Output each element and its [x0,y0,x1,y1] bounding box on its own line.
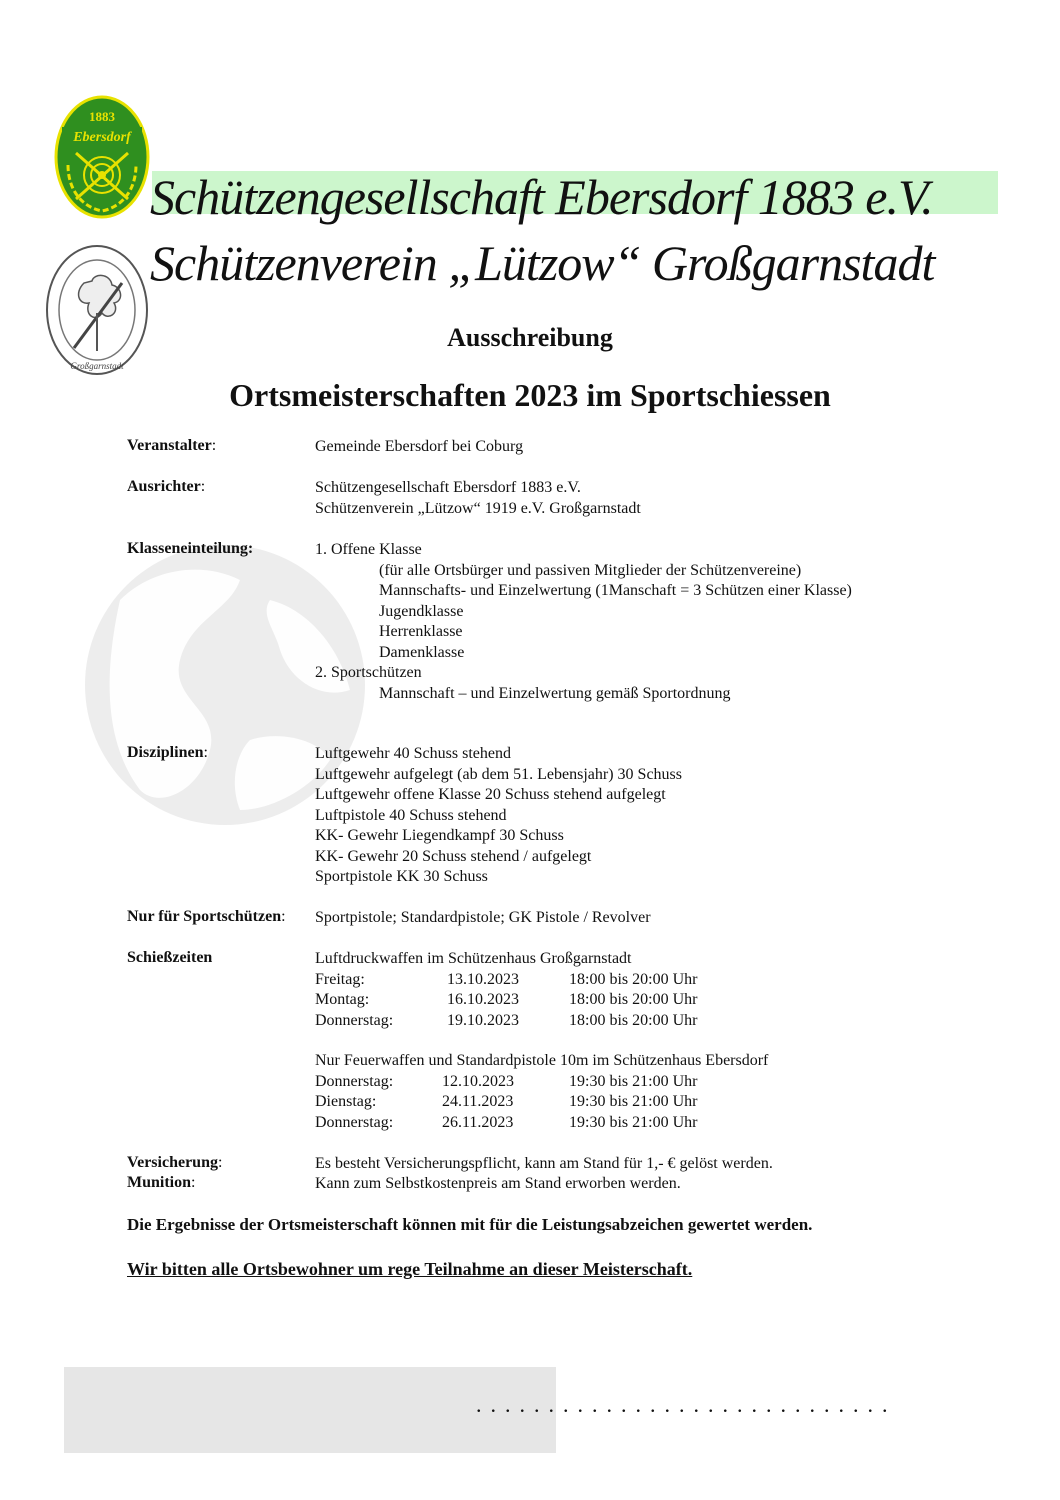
value-klasseneinteilung: 1. Offene Klasse (für alle Ortsbürger und passiven Mitglieder der Schützenvereine) Mannschafts- und Einzelwertung (1Manschaft = 3 Schützen einer Klasse) Jugendklasse Herrenklasse Damenklasse 2. Sportschützen Mannschaft – und Einzelwertung gemäß Sportordnung [315,541,852,702]
label-nur-fuer-sportschuetzen: Nur für Sportschützen: [127,908,286,925]
label-versicherung: Versicherung: [127,1154,223,1171]
logo-name: Ebersdorf [73,130,131,145]
document-subtitle: Ortsmeisterschaften 2023 im Sportschiessen [229,377,831,413]
label-klasseneinteilung: Klasseneinteilung: [127,540,254,557]
note-ergebnisse: Die Ergebnisse der Ortsmeisterschaft können mit für die Leistungsabzeichen gewertet werden. [127,1215,813,1234]
svg-text:Großgarnstadt: Großgarnstadt [70,361,124,371]
value-disziplinen: Luftgewehr 40 Schuss stehend Luftgewehr aufgelegt (ab dem 51. Lebensjahr) 30 Schuss Luftgewehr offene Klasse 20 Schuss stehend aufgelegt Luftpistole 40 Schuss stehend KK- Gewehr Liegendkampf 30 Schuss KK- Gewehr 20 Schuss stehend / aufgelegt Sportpistole KK 30 Schuss [315,745,682,885]
schedule-block-1: Luftdruckwaffen im Schützenhaus Großgarnstadt Freitag: 13.10.2023 18:00 bis 20:00 Uhr Montag: 16.10.2023 18:00 bis 20:00 Uhr Donnerstag: 19.10.2023 18:00 bis 20:00 Uhr [315,949,697,1031]
schedule-row: Donnerstag: 26.11.2023 19:30 bis 21:00 Uhr [315,1113,698,1131]
label-veranstalter: Veranstalter: [127,437,217,454]
club-logo-luetzow [44,243,150,378]
schedule-row: Dienstag: 24.11.2023 19:30 bis 21:00 Uhr [315,1093,698,1110]
value-munition: Kann zum Selbstkostenpreis am Stand erworben werden. [315,1175,681,1192]
schedule-row: Montag: 16.10.2023 18:00 bis 20:00 Uhr [315,991,698,1008]
schedule-row: Donnerstag: 12.10.2023 19:30 bis 21:00 Uhr [315,1072,698,1090]
value-versicherung: Es besteht Versicherungspflicht, kann am Stand für 1,- € gelöst werden. [315,1155,773,1172]
label-ausrichter: Ausrichter: [127,478,206,495]
schedule-row: Freitag: 13.10.2023 18:00 bis 20:00 Uhr [315,970,698,988]
value-ausrichter: Schützengesellschaft Ebersdorf 1883 e.V. Schützenverein „Lützow“ 1919 e.V. Großgarnstadt [315,479,641,517]
label-munition: Munition: [127,1174,196,1191]
schedule-row: Donnerstag: 19.10.2023 18:00 bis 20:00 Uhr [315,1011,698,1029]
logo-year: 1883 [89,109,115,124]
value-nur-fuer-sportschuetzen: Sportpistole; Standardpistole; GK Pistole / Revolver [315,909,651,926]
club-name-ebersdorf: Schützengesellschaft Ebersdorf 1883 e.V. [150,169,933,225]
club-logo-ebersdorf [54,95,150,219]
club-name-luetzow: Schützenverein „Lützow“ Großgarnstadt [150,235,935,291]
document-title: Ausschreibung [447,323,613,352]
label-schiesszeiten: Schießzeiten [127,949,213,966]
value-veranstalter: Gemeinde Ebersdorf bei Coburg [315,438,524,455]
note-teilnahme: Wir bitten alle Ortsbewohner um rege Teilnahme an dieser Meisterschaft. [127,1259,693,1279]
label-disziplinen: Disziplinen: [127,744,208,761]
schedule-block-2: Nur Feuerwaffen und Standardpistole 10m im Schützenhaus Ebersdorf Donnerstag: 12.10.2023 19:30 bis 21:00 Uhr Dienstag: 24.11.2023 19:30 bis 21:00 Uhr Donnerstag: 26.11.2023 19:30 bis 21:00 Uhr [315,1051,768,1133]
signature-dots: ............................. [476,1392,897,1417]
